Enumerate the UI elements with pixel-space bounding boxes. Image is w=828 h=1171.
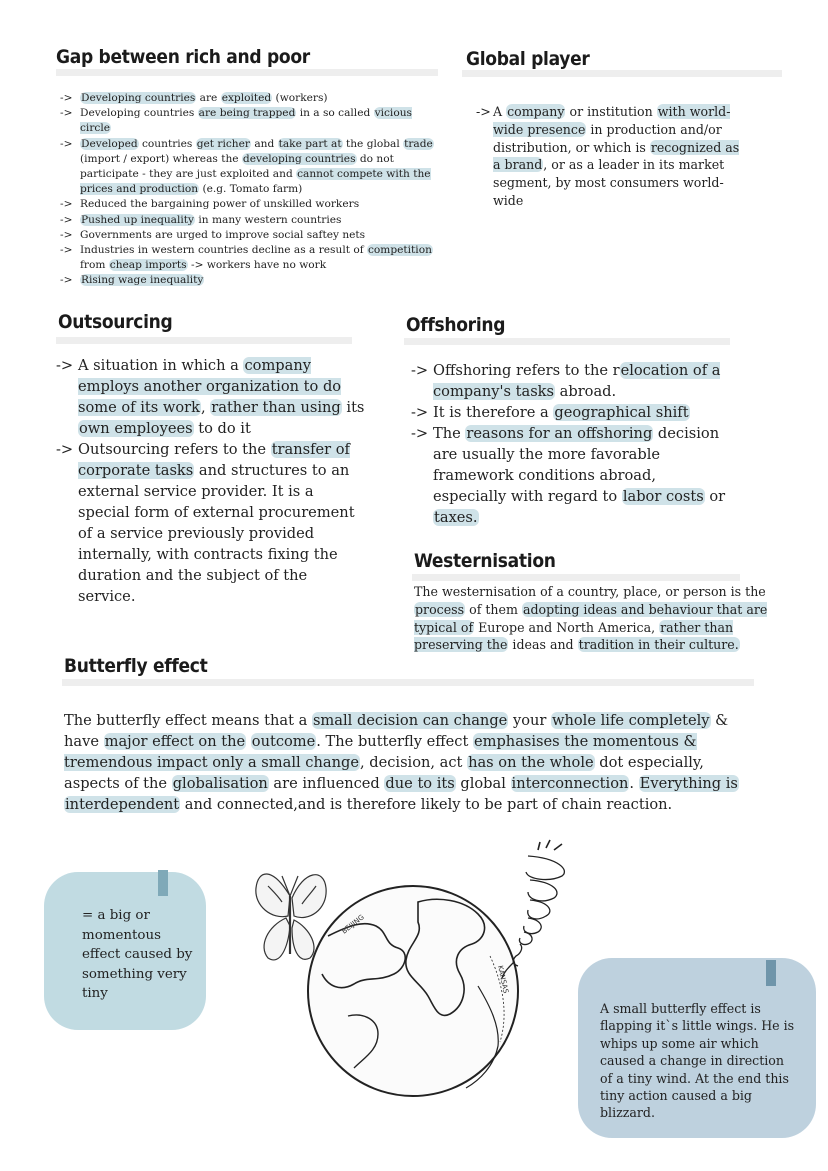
text-segment: (import / export) whereas the [80, 152, 242, 165]
arrow-marker: -> [60, 228, 73, 241]
text-segment: & have [64, 712, 729, 750]
list-item-text [80, 92, 328, 104]
highlighted-text: Developed [81, 137, 138, 150]
arrow-marker: -> [60, 213, 73, 226]
list-item-text [80, 198, 359, 210]
arrow-marker: -> [56, 441, 74, 458]
text-segment: (e.g. Tomato farm) [199, 183, 303, 196]
highlighted-text: cheap imports [109, 259, 187, 272]
text-segment: are [196, 92, 221, 104]
arrow-marker: -> [60, 92, 73, 104]
text-segment: Outsourcing refers to the [78, 441, 271, 458]
text-segment: Reduced the bargaining power of unskilled workers [80, 198, 360, 211]
highlighted-text: rather than using [211, 399, 341, 416]
text-segment: A situation in which a [78, 357, 244, 374]
highlighted-text: interconnection [511, 775, 629, 792]
text-segment: the global [342, 137, 404, 150]
text-segment: , or as a leader in its market segment, by most consumers world-wide [493, 157, 725, 208]
highlighted-text: Pushed up inequality [81, 213, 195, 226]
arrow-marker: -> [411, 404, 429, 421]
list-item-text [80, 107, 412, 134]
list-item [476, 103, 746, 210]
highlighted-text: tradition in their culture. [578, 637, 739, 653]
butterfly-icon [256, 874, 326, 960]
list-item [60, 137, 440, 198]
text-segment: A [493, 104, 507, 119]
globe-icon [308, 886, 518, 1096]
text-segment: in many western countries [195, 213, 342, 226]
text-segment: ideas and [508, 637, 578, 653]
definition-text: = a big or momentous effect caused by something very tiny [82, 908, 193, 1002]
highlighted-text: developing countries [242, 152, 356, 165]
list-item [56, 439, 366, 607]
highlighted-text: Rising wage inequality [81, 274, 204, 287]
gap-list [60, 91, 440, 289]
text-segment: It is therefore a [433, 404, 554, 421]
list-item [411, 423, 731, 528]
text-segment: and [250, 137, 278, 150]
highlighted-text: trade [404, 137, 433, 150]
text-segment: are influenced [268, 775, 385, 792]
highlighted-text: exploited [221, 92, 272, 104]
text-segment: The [433, 425, 466, 442]
list-item-text [433, 362, 720, 400]
highlighted-text: own employees [79, 420, 193, 437]
highlighted-text: has on the whole [468, 754, 594, 771]
offshoring-list [411, 360, 731, 528]
text-segment: Governments are urged to improve social saftey nets [80, 228, 366, 241]
highlighted-text: take part at [278, 137, 342, 150]
western-title-underline [412, 574, 740, 581]
text-segment: and connected,and is therefore likely to be part of chain reaction. [180, 796, 673, 813]
outsourcing-list [56, 355, 366, 607]
text-segment: , [200, 399, 211, 416]
list-item [60, 228, 440, 243]
text-segment: . [629, 775, 639, 792]
arrow-marker: -> [411, 425, 429, 442]
highlighted-text: labor costs [622, 488, 704, 505]
text-segment: The westernisation of a country, place, or person is the [414, 584, 766, 599]
list-item [60, 243, 440, 273]
highlighted-text: are being trapped [198, 107, 296, 120]
highlighted-text: company employs another organization to do some of its work [78, 357, 342, 416]
list-item-text [80, 244, 433, 271]
text-segment: Industries in western countries decline as a result of [80, 244, 367, 257]
highlighted-text: globalisation [172, 775, 268, 792]
highlighted-text: interdependent [65, 796, 180, 813]
list-item-text [80, 274, 204, 286]
arrow-marker: -> [56, 357, 74, 374]
text-segment: Developing countries [80, 107, 198, 120]
globe-label-right: KANSAS [496, 964, 510, 995]
arrow-marker: -> [411, 362, 429, 379]
text-segment: -> workers have no work [187, 259, 327, 272]
outsourcing-title: Outsourcing [58, 311, 173, 333]
list-item [60, 273, 440, 288]
highlighted-text: get richer [196, 137, 250, 150]
arrow-marker: -> [60, 137, 73, 150]
text-segment: abroad. [555, 383, 617, 400]
text-segment: or institution [565, 104, 657, 119]
global-title-underline [462, 70, 782, 77]
highlighted-text: company [507, 104, 565, 119]
text-segment: from [80, 259, 109, 272]
highlighted-text: small decision can change [312, 712, 508, 729]
list-item [60, 197, 440, 212]
list-item-text [493, 104, 739, 208]
highlighted-text: outcome [251, 733, 316, 750]
highlighted-text: Developing countries [81, 92, 196, 104]
outsourcing-title-underline [56, 337, 352, 344]
list-item [60, 106, 440, 136]
text-segment: in production and/or distribution, or which is [493, 121, 722, 155]
list-item [411, 360, 731, 402]
story-text: A small butterfly effect is flapping it`s little wings. He is whips up some air which caused a change in direction of a tiny wind. At the end this tiny action caused a big blizzard. [600, 1001, 795, 1121]
bubble-tab [766, 960, 776, 986]
definition-bubble [44, 872, 206, 1030]
arrow-marker: -> [60, 198, 73, 211]
highlighted-text: adopting ideas and behaviour that are typical of [414, 601, 768, 635]
list-item-text [433, 425, 725, 526]
highlighted-text: with world-wide presence [493, 104, 731, 137]
text-segment: . The butterfly effect [316, 733, 473, 750]
butterfly-globe-illustration [228, 836, 578, 1106]
arrow-marker: -> [60, 107, 73, 120]
western-title: Westernisation [414, 550, 556, 572]
western-text [414, 583, 770, 654]
text-segment: its [341, 399, 365, 416]
highlighted-text: transfer of corporate tasks [78, 441, 350, 479]
highlighted-text: recognized as a brand [493, 139, 740, 173]
text-segment: Offshoring refers to the r [433, 362, 620, 379]
global-title: Global player [466, 48, 590, 70]
highlighted-text: vicious circle [80, 107, 412, 135]
highlighted-text: major effect on the [104, 733, 246, 750]
story-bubble [578, 958, 816, 1138]
list-item-text [80, 214, 341, 226]
text-segment: The butterfly effect means that a [64, 712, 312, 729]
text-segment: decision are usually the more favorable framework conditions abroad, especially with regard to [433, 425, 720, 505]
list-item-text [80, 229, 365, 241]
list-item-text [78, 441, 355, 605]
text-segment: your [508, 712, 551, 729]
text-segment: countries [138, 137, 196, 150]
text-segment: to do it [193, 420, 251, 437]
highlighted-text: taxes. [434, 509, 478, 526]
text-segment: (workers) [272, 92, 328, 104]
text-segment: and structures to an external service provider. It is a special form of external procurement of a service previously provided internally, with contracts fixing the duration and the subject of the service. [78, 462, 355, 605]
highlighted-text: geographical shift [554, 404, 689, 421]
highlighted-text: competition [368, 244, 432, 257]
highlighted-text: rather than preserving the [414, 619, 734, 653]
globe-label-left: BEIJING [340, 913, 366, 936]
butterfly-title-underline [62, 679, 754, 686]
highlighted-text: emphasises the momentous & tremendous impact only a small change [64, 733, 697, 771]
list-item-text [433, 404, 690, 421]
list-item-text [80, 138, 434, 196]
text-segment: in a so called [296, 107, 374, 120]
bubble-tab [158, 870, 168, 896]
highlighted-text: cannot compete with the prices and production [80, 168, 431, 196]
offshoring-title-underline [404, 338, 730, 345]
list-item-text [78, 357, 364, 437]
list-item [60, 213, 440, 228]
offshoring-title: Offshoring [406, 314, 506, 336]
text-segment: of them [465, 601, 522, 617]
arrow-marker: -> [60, 274, 73, 287]
butterfly-text [64, 710, 764, 815]
highlighted-text: process [415, 601, 465, 617]
highlighted-text: Everything is [639, 775, 738, 792]
text-segment: dot especially, aspects of the [64, 754, 704, 792]
list-item [56, 355, 366, 439]
highlighted-text: elocation of a company's tasks [433, 362, 721, 400]
text-segment: or [704, 488, 726, 505]
arrow-marker: -> [476, 104, 491, 119]
arrow-marker: -> [60, 244, 73, 257]
gap-title-underline [56, 69, 438, 76]
global-list [476, 103, 746, 210]
text-segment: global [455, 775, 511, 792]
list-item [60, 91, 440, 106]
highlighted-text: reasons for an offshoring [466, 425, 653, 442]
text-segment: do not participate - they are just exploited and [80, 152, 394, 181]
list-item [411, 402, 731, 423]
text-segment: Europe and North America, [474, 619, 660, 635]
gap-title: Gap between rich and poor [56, 46, 310, 68]
text-segment: , decision, act [359, 754, 468, 771]
butterfly-title: Butterfly effect [64, 655, 208, 677]
highlighted-text: due to its [385, 775, 455, 792]
highlighted-text: whole life completely [552, 712, 710, 729]
